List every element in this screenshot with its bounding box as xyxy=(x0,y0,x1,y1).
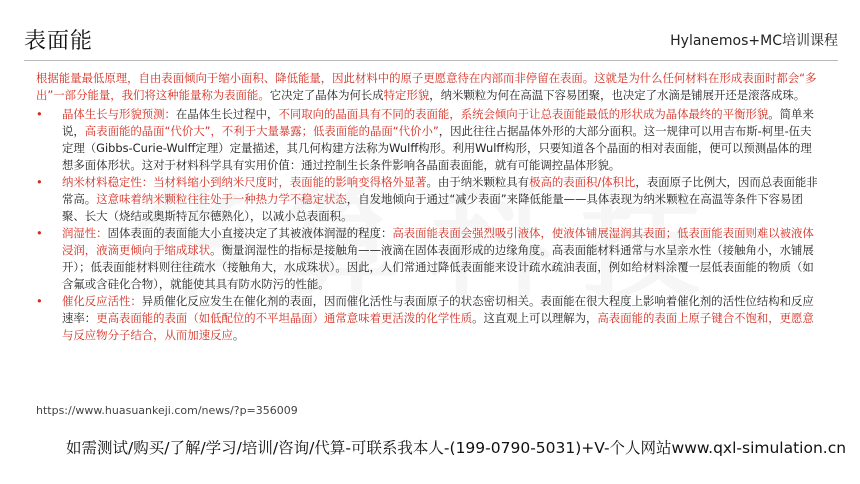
source-url: https://www.huasuankeji.com/news/?p=356009 xyxy=(36,404,298,417)
body-text: ，纳米颗粒为何在高温下容易团聚，也决定了水滴是铺展开还是滚落成珠。 xyxy=(429,88,806,102)
highlighted-text: 高表面能的表面上原子键合不饱和，更愿意与反应物分子结合，从而加速反应 xyxy=(62,311,814,342)
body-text: 。 xyxy=(232,328,245,342)
course-brand: Hylanemos+MC培训课程 xyxy=(670,33,838,49)
page-title: 表面能 xyxy=(24,29,94,54)
intro-paragraph xyxy=(36,70,820,104)
bullet-item xyxy=(36,174,820,225)
highlighted-text: 高表面能表面会强烈吸引液体，使液体铺展湿润其表面；低表面能表面则难以被液体浸润，液滴更倾向于缩成球状 xyxy=(62,226,814,257)
body-text: 。简单来说， xyxy=(62,107,814,138)
bullet-item xyxy=(36,106,820,174)
highlighted-text: 极高的表面积/体积比 xyxy=(529,175,636,189)
bullet-dot-icon: • xyxy=(36,175,43,189)
highlighted-text: 催化反应活性： xyxy=(62,294,142,308)
bullet-item xyxy=(36,293,820,344)
bullet-dot-icon: • xyxy=(36,294,43,308)
highlighted-text: 根据能量最低原理，自由表面倾向于缩小面积、降低能量，因此材料中的原子更愿意待在内部而非停留在表面。这就是为什么任何材料在形成表面时都会“多出”一部分能量，我们将这种能量称为表面能。 xyxy=(36,71,817,102)
highlighted-text: 润湿性： xyxy=(62,226,108,240)
highlighted-text: 当材料缩小到纳米尺度时，表面能的影响变得格外显著 xyxy=(153,175,427,189)
header-divider xyxy=(24,60,838,61)
highlighted-text: 更高表面能的表面（如低配位的不平坦晶面）通常意味着更活泼的化学性质 xyxy=(96,311,473,325)
body-text: ，表面原子比例大，因而总表面能非常高。 xyxy=(62,175,818,206)
bullet-dot-icon: • xyxy=(36,107,43,121)
bullet-dot-icon: • xyxy=(36,226,43,240)
body-text: ，因此往往占据晶体外形的大部分面积。这一规律可以用吉布斯-柯里-伍夫定理（Gibbs-Curie-Wulff定理）定量描述，其几何构建方法称为Wulff构形。利用Wulff构形，只要知道各个晶面的相对表面能，便可以预测晶体的理想多面体形状。这对于材料科学具有实用价值：通过控制生长条件影响各晶面表面能，就有可能调控晶体形貌。 xyxy=(62,124,812,172)
contact-footer: 如需测试/购买/了解/学习/培训/咨询/代算-可联系我本人-(199-0790-5031)+V-个人网站www.qxl-simulation.cn xyxy=(66,439,847,457)
bullet-item xyxy=(36,225,820,293)
main-content xyxy=(36,70,820,344)
body-text: 。由于纳米颗粒具有 xyxy=(426,175,530,189)
highlighted-text: 这意味着纳米颗粒往往处于一种热力学不稳定状态 xyxy=(96,192,347,206)
body-text: 在晶体生长过程中， xyxy=(175,107,279,121)
highlighted-text: 不同取向的晶面具有不同的表面能，系统会倾向于让总表面能最低的形状成为晶体最终的平衡形貌 xyxy=(278,107,769,121)
body-text: 。衡量润湿性的指标是接触角——液滴在固体表面形成的边缘角度。高表面能材料通常与水呈亲水性（接触角小，水铺展开）；低表面能材料则往往疏水（接触角大，水成珠状）。因此，人们常通过降低表面能来设计疏水疏油表面，例如给材料涂覆一层低表面能的物质（如含氟或含硅化合物），就能使其具有防水防污的性能。 xyxy=(62,243,814,291)
highlighted-text: 特定形貌 xyxy=(383,88,430,102)
body-text: 。这直观上可以理解为， xyxy=(472,311,598,325)
highlighted-text: 纳米材料稳定性： xyxy=(62,175,154,189)
body-text: 异质催化反应发生在催化剂的表面，因而催化活性与表面原子的状态密切相关。表面能在很大程度上影响着催化剂的活性位结构和反应速率： xyxy=(62,294,814,325)
body-text: 它决定了晶体为何长成 xyxy=(269,88,384,102)
body-text: 固体表面的表面能大小直接决定了其被液体润湿的程度： xyxy=(107,226,393,240)
highlighted-text: 晶体生长与形貌预测： xyxy=(62,107,176,121)
highlighted-text: 高表面能的晶面“代价大”，不利于大量暴露；低表面能的晶面“代价小” xyxy=(84,124,439,138)
body-text: ，自发地倾向于通过“减少表面”来降低能量——具体表现为纳米颗粒在高温等条件下容易团聚、长大（烧结或奥斯特瓦尔德熟化），以减小总表面积。 xyxy=(62,192,803,223)
bullet-list xyxy=(36,106,820,344)
